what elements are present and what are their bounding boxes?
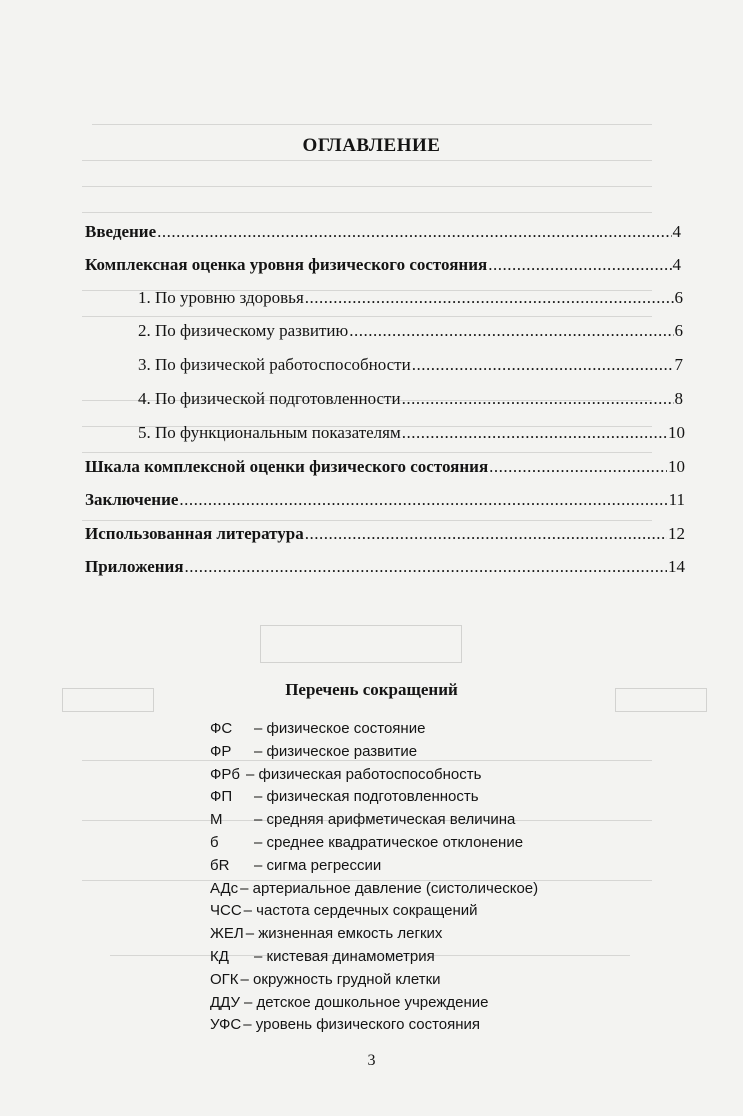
abbreviations-list	[210, 718, 538, 1037]
toc-entry-label: Введение	[85, 222, 157, 241]
abbreviation-term: ФР	[210, 742, 232, 760]
abbreviation-definition: – частота сердечных сокращений	[243, 902, 478, 920]
abbreviation-definition: – кистевая динамометрия	[254, 947, 435, 965]
abbreviation-item	[210, 946, 538, 969]
abbreviation-term: ФС	[210, 720, 233, 737]
abbreviation-term: б	[210, 833, 219, 851]
abbreviation-definition: – уровень физического состояния	[243, 1016, 481, 1034]
abbreviation-item	[210, 764, 538, 787]
page-number: 3	[367, 1052, 376, 1069]
abbreviation-definition: – среднее квадратическое отклонение	[254, 833, 524, 851]
toc-entry-label: Приложения	[85, 557, 184, 576]
toc-entry-label: Шкала комплексной оценки физического состояния	[85, 457, 489, 476]
toc-entry-page: 14	[668, 557, 685, 576]
toc-entry-page: 11	[668, 490, 685, 509]
abbreviation-definition: – физическая подготовленность	[254, 788, 479, 806]
toc-entry-page: 6	[674, 288, 683, 307]
toc-entry	[138, 423, 685, 445]
toc-leader-dots	[305, 524, 667, 544]
abbreviation-item	[210, 900, 538, 923]
abbreviation-item	[210, 969, 538, 992]
abbreviation-definition: – сигма регрессии	[254, 856, 382, 874]
abbreviation-item	[210, 1014, 538, 1037]
toc-entry	[85, 524, 685, 546]
abbreviation-definition: – жизненная емкость легких	[245, 925, 443, 943]
abbreviation-term: ОГК	[210, 970, 239, 988]
toc-entry	[85, 490, 685, 512]
toc-leader-dots	[349, 321, 673, 341]
toc-entry-label: 5. По функциональным показателям	[138, 423, 401, 442]
abbreviation-item	[210, 809, 538, 832]
toc-entry-page: 4	[672, 222, 681, 241]
abbreviation-definition: – окружность грудной клетки	[240, 970, 441, 988]
abbreviation-item	[210, 741, 538, 764]
abbreviation-term: М	[210, 811, 223, 829]
toc-entry	[85, 457, 685, 479]
toc-entry	[138, 288, 683, 310]
toc-entry-label: 1. По уровню здоровья	[138, 288, 304, 307]
toc-entry	[138, 321, 683, 343]
toc-leader-dots	[305, 288, 674, 308]
abbreviation-definition: – средняя арифметическая величина	[254, 811, 516, 829]
toc-entry-label: 3. По физической работоспособности	[138, 355, 411, 374]
abbreviation-definition: – физическое состояние	[254, 720, 426, 737]
toc-entry	[138, 389, 683, 411]
toc-entry-page: 10	[668, 423, 685, 442]
abbreviation-definition: – физическое развитие	[254, 742, 418, 760]
abbreviation-term: бR	[210, 856, 230, 874]
abbreviation-term: УФС	[210, 1016, 242, 1034]
abbreviation-definition: – детское дошкольное учреждение	[244, 993, 489, 1011]
toc-leader-dots	[412, 355, 674, 375]
toc-entry-label: 4. По физической подготовленности	[138, 389, 401, 408]
toc-entry-label: Использованная литература	[85, 524, 304, 543]
toc-leader-dots	[157, 222, 671, 242]
abbreviation-term: ЖЕЛ	[210, 925, 244, 943]
toc-entry-page: 10	[668, 457, 685, 476]
abbreviation-term: ФП	[210, 788, 233, 806]
abbreviation-term: АДс	[210, 879, 239, 897]
toc-leader-dots	[489, 457, 667, 477]
abbreviation-term: ДДУ	[210, 993, 241, 1011]
toc-leader-dots	[402, 423, 667, 443]
toc-entry-label: Заключение	[85, 490, 179, 509]
abbreviation-item	[210, 786, 538, 809]
toc-entry-page: 7	[674, 355, 683, 374]
toc-entry-page: 6	[674, 321, 683, 340]
abbreviation-item	[210, 923, 538, 946]
toc-entry-label: Комплексная оценка уровня физического состояния	[85, 255, 488, 274]
abbreviation-item	[210, 855, 538, 878]
abbreviation-item	[210, 832, 538, 855]
toc-leader-dots	[402, 389, 674, 409]
abbreviation-definition: – физическая работоспособность	[246, 765, 482, 783]
toc-leader-dots	[185, 557, 667, 577]
toc-entry	[85, 557, 685, 579]
toc-title: ОГЛАВЛЕНИЕ	[302, 135, 441, 156]
toc-entry-label: 2. По физическому развитию	[138, 321, 349, 340]
toc-leader-dots	[179, 490, 667, 510]
abbreviation-definition: – артериальное давление (систолическое)	[240, 879, 539, 897]
toc-entry-page: 4	[672, 255, 681, 274]
toc-entry	[85, 222, 681, 244]
abbreviations-title: Перечень сокращений	[285, 680, 458, 699]
abbreviation-item	[210, 878, 538, 901]
abbreviation-item	[210, 718, 538, 741]
abbreviation-term: ЧСС	[210, 902, 242, 920]
abbreviation-item	[210, 992, 538, 1015]
toc-entry-page: 12	[668, 524, 685, 543]
toc-entry	[85, 255, 681, 277]
abbreviation-term: ФРб	[210, 765, 240, 783]
toc-leader-dots	[488, 255, 671, 275]
toc-entry-page: 8	[674, 389, 683, 408]
abbreviation-term: КД	[210, 947, 229, 965]
toc-entry	[138, 355, 683, 377]
